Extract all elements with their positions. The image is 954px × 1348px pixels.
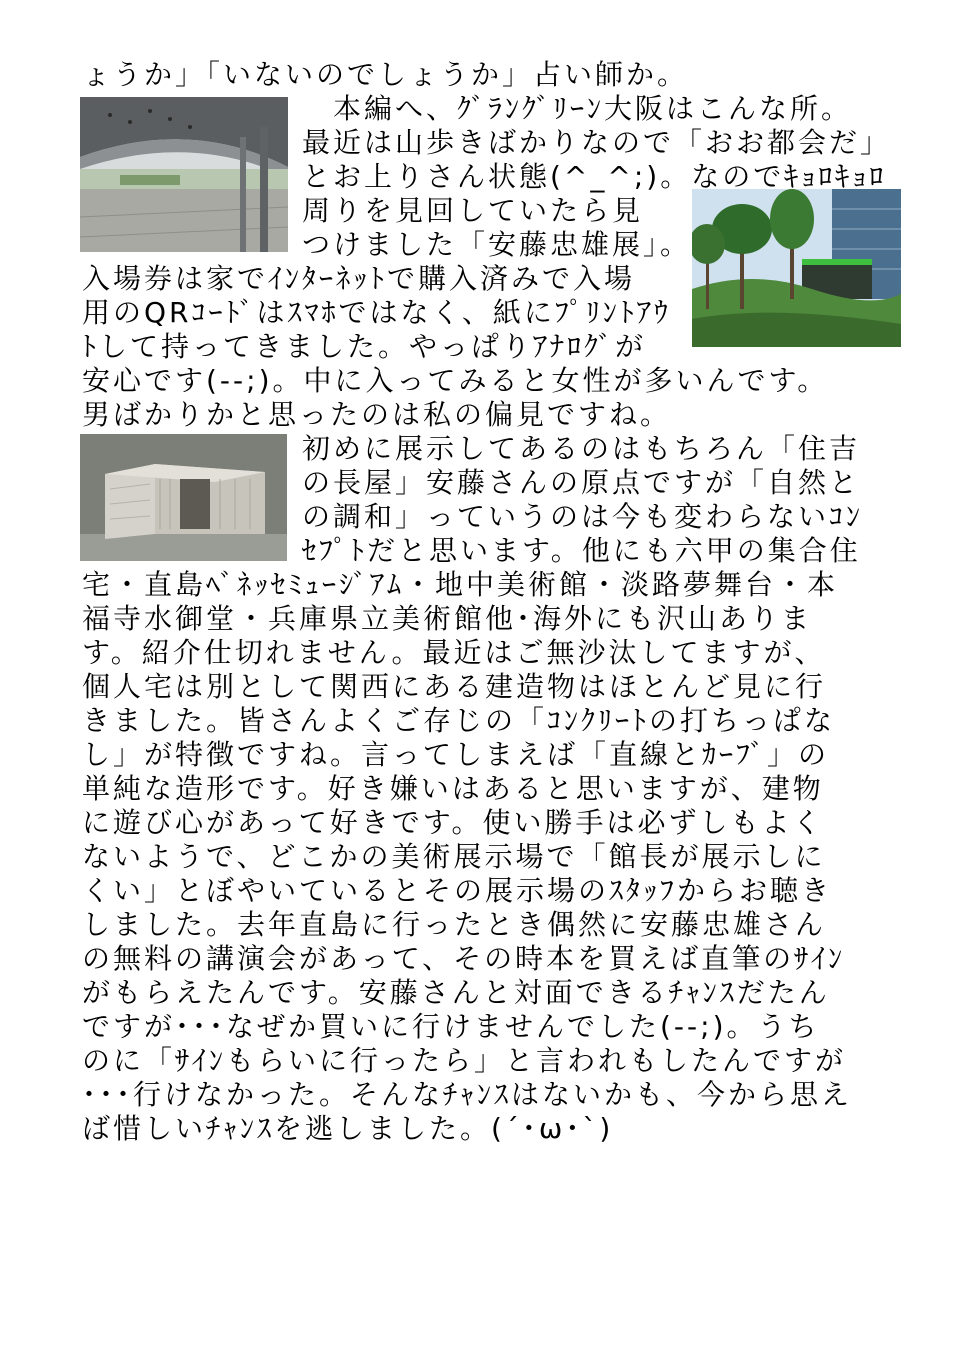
text-line: 本編へ、ｸﾞﾗﾝｸﾞﾘｰﾝ大阪はこんな所。 xyxy=(302,92,853,125)
text-line: 安心です(--;)。中に入ってみると女性が多いんです。 xyxy=(82,364,829,397)
text-line: 宅・直島ﾍﾞﾈｯｾﾐｭｰｼﾞｱﾑ・地中美術館・淡路夢舞台・本 xyxy=(82,568,839,601)
text-line: のに「ｻｲﾝもらいに行ったら」と言われもしたんですが xyxy=(82,1044,847,1077)
text-line: とお上りさん状態(^_^;)。なのでｷｮﾛｷｮﾛ xyxy=(302,160,887,193)
text-line: 周りを見回していたら見 xyxy=(302,194,644,227)
nagaya-model-photo xyxy=(80,434,287,561)
text-line: 最近は山歩きばかりなので「おお都会だ」 xyxy=(302,126,892,159)
text-line: に遊び心があって好きです。使い勝手は必ずしもよく xyxy=(82,806,824,839)
text-line: 入場券は家でｲﾝﾀｰﾈｯﾄで購入済みで入場 xyxy=(82,262,636,295)
curved-roof-pavilion-photo xyxy=(80,97,288,252)
text-line: ﾄして持ってきました。やっぱりｱﾅﾛｸﾞが xyxy=(82,330,647,363)
text-line: し」が特徴ですね。言ってしまえば「直線とｶｰﾌﾞ」の xyxy=(82,738,830,771)
text-line: の無料の講演会があって、その時本を買えば直筆のｻｲﾝ xyxy=(82,942,846,975)
text-line: ですが･･･なぜか買いに行けませんでした(--;)。うち xyxy=(82,1010,820,1043)
text-line: がもらえたんです。安藤さんと対面できるﾁｬﾝｽだたん xyxy=(82,976,830,1009)
text-line: 初めに展示してあるのはもちろん「住吉 xyxy=(302,432,861,465)
text-line: の調和」っていうのは今も変わらないｺﾝ xyxy=(302,500,864,533)
text-line: ないようで、どこかの美術展示場で「館長が展示しに xyxy=(82,840,826,873)
text-line: ･･･行けなかった。そんなﾁｬﾝｽはないかも、今から思え xyxy=(82,1078,853,1111)
text-line: 単純な造形です。好き嫌いはあると思いますが、建物 xyxy=(82,772,824,805)
text-line: しました。去年直島に行ったとき偶然に安藤忠雄さん xyxy=(82,908,827,941)
text-line: ば惜しいﾁｬﾝｽを逃しました。(´･ω･`) xyxy=(82,1112,614,1145)
text-line: ｾﾌﾟﾄだと思います。他にも六甲の集合住 xyxy=(302,534,861,567)
text-line: す。紹介仕切れません。最近はご無沙汰してますが、 xyxy=(82,636,826,669)
text-line: 用のQRｺｰﾄﾞはｽﾏﾎではなく、紙にﾌﾟﾘﾝﾄｱｳ xyxy=(82,296,671,329)
text-line: 個人宅は別として関西にある建造物はほとんど見に行 xyxy=(82,670,827,703)
text-line: 福寺水御堂・兵庫県立美術館他･海外にも沢山ありま xyxy=(82,602,813,635)
text-line: 男ばかりかと思ったのは私の偏見ですね。 xyxy=(82,398,672,431)
text-line: の長屋」安藤さんの原点ですが「自然と xyxy=(302,466,861,499)
text-line: くい」とぼやいているとその展示場のｽﾀｯﾌからお聴き xyxy=(82,874,833,907)
text-line: つけました「安藤忠雄展」。 xyxy=(302,228,692,261)
text-line: ょうか」「いないのでしょうか」占い師か。 xyxy=(82,58,689,91)
park-trees-building-photo xyxy=(692,189,901,347)
text-line: きました。皆さんよくご存じの「ｺﾝｸﾘｰﾄの打ちっぱな xyxy=(82,704,836,737)
